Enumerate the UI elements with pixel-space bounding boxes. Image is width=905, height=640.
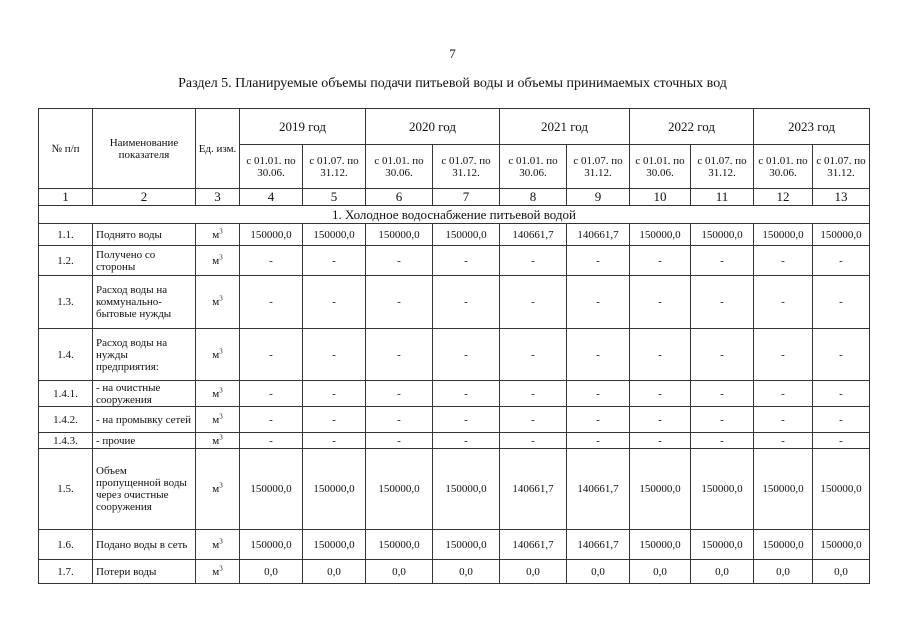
value-cell: - bbox=[813, 381, 870, 407]
value-cell: 150000,0 bbox=[303, 449, 366, 530]
value-cell: 150000,0 bbox=[813, 449, 870, 530]
column-number: 1 bbox=[39, 189, 93, 206]
value-cell: - bbox=[303, 433, 366, 449]
value-cell: - bbox=[567, 246, 630, 276]
value-cell: - bbox=[240, 407, 303, 433]
value-cell: 150000,0 bbox=[630, 449, 691, 530]
value-cell: - bbox=[754, 276, 813, 329]
header-year: 2022 год bbox=[630, 109, 754, 145]
row-number: 1.7. bbox=[39, 560, 93, 584]
header-period-second-half: с 01.07. по 31.12. bbox=[303, 145, 366, 189]
value-cell: - bbox=[754, 407, 813, 433]
value-cell: - bbox=[813, 407, 870, 433]
value-cell: - bbox=[366, 407, 433, 433]
header-row-years bbox=[39, 109, 870, 145]
column-number: 13 bbox=[813, 189, 870, 206]
value-cell: - bbox=[366, 381, 433, 407]
column-number: 8 bbox=[500, 189, 567, 206]
value-cell: 150000,0 bbox=[754, 224, 813, 246]
column-number: 5 bbox=[303, 189, 366, 206]
indicator-name: Расход воды на коммунально-бытовые нужды bbox=[93, 276, 196, 329]
unit-cell bbox=[196, 381, 240, 407]
header-unit: Ед. изм. bbox=[196, 109, 240, 189]
value-cell: - bbox=[303, 381, 366, 407]
unit-exponent: 3 bbox=[219, 252, 223, 261]
value-cell: 150000,0 bbox=[303, 530, 366, 560]
value-cell: 150000,0 bbox=[630, 224, 691, 246]
value-cell: 0,0 bbox=[240, 560, 303, 584]
value-cell: 150000,0 bbox=[366, 449, 433, 530]
value-cell: - bbox=[691, 329, 754, 381]
value-cell: 0,0 bbox=[303, 560, 366, 584]
unit-exponent: 3 bbox=[219, 385, 223, 394]
header-year: 2019 год bbox=[240, 109, 366, 145]
header-period-second-half: с 01.07. по 31.12. bbox=[691, 145, 754, 189]
value-cell: - bbox=[433, 246, 500, 276]
unit-base: м bbox=[212, 538, 220, 551]
row-number: 1.3. bbox=[39, 276, 93, 329]
value-cell: - bbox=[691, 433, 754, 449]
header-period-second-half: с 01.07. по 31.12. bbox=[567, 145, 630, 189]
unit-exponent: 3 bbox=[219, 563, 223, 572]
value-cell: 140661,7 bbox=[500, 449, 567, 530]
value-cell: - bbox=[500, 276, 567, 329]
unit-cell bbox=[196, 560, 240, 584]
value-cell: - bbox=[303, 276, 366, 329]
unit-exponent: 3 bbox=[219, 481, 223, 490]
value-cell: - bbox=[240, 276, 303, 329]
value-cell: - bbox=[366, 246, 433, 276]
row-number: 1.4.1. bbox=[39, 381, 93, 407]
water-volume-table bbox=[38, 108, 870, 584]
value-cell: 150000,0 bbox=[630, 530, 691, 560]
indicator-name: Поднято воды bbox=[93, 224, 196, 246]
unit-base: м bbox=[212, 348, 220, 361]
value-cell: - bbox=[813, 276, 870, 329]
value-cell: 150000,0 bbox=[240, 449, 303, 530]
value-cell: - bbox=[433, 433, 500, 449]
value-cell: - bbox=[754, 381, 813, 407]
value-cell: 0,0 bbox=[433, 560, 500, 584]
table-row bbox=[39, 381, 870, 407]
unit-exponent: 3 bbox=[219, 346, 223, 355]
unit-base: м bbox=[212, 434, 220, 447]
indicator-name: Получено со стороны bbox=[93, 246, 196, 276]
value-cell: - bbox=[567, 407, 630, 433]
header-name: Наименование показателя bbox=[93, 109, 196, 189]
header-period-first-half: с 01.01. по 30.06. bbox=[366, 145, 433, 189]
value-cell: 0,0 bbox=[630, 560, 691, 584]
column-number: 6 bbox=[366, 189, 433, 206]
unit-base: м bbox=[212, 483, 220, 495]
unit-cell bbox=[196, 246, 240, 276]
value-cell: - bbox=[567, 433, 630, 449]
row-number: 1.1. bbox=[39, 224, 93, 246]
unit-base: м bbox=[212, 387, 220, 400]
unit-base: м bbox=[212, 565, 220, 578]
value-cell: 0,0 bbox=[691, 560, 754, 584]
value-cell: - bbox=[240, 246, 303, 276]
indicator-name: - на очистные сооружения bbox=[93, 381, 196, 407]
table-row bbox=[39, 560, 870, 584]
value-cell: - bbox=[500, 329, 567, 381]
header-year: 2021 год bbox=[500, 109, 630, 145]
table-row bbox=[39, 530, 870, 560]
value-cell: 0,0 bbox=[754, 560, 813, 584]
value-cell: - bbox=[303, 329, 366, 381]
value-cell: - bbox=[813, 329, 870, 381]
column-number: 3 bbox=[196, 189, 240, 206]
value-cell: - bbox=[630, 407, 691, 433]
value-cell: 150000,0 bbox=[433, 224, 500, 246]
header-period-first-half: с 01.01. по 30.06. bbox=[500, 145, 567, 189]
page-number: 7 bbox=[449, 46, 456, 61]
value-cell: - bbox=[691, 276, 754, 329]
value-cell: 150000,0 bbox=[813, 224, 870, 246]
value-cell: 0,0 bbox=[366, 560, 433, 584]
value-cell: 150000,0 bbox=[240, 224, 303, 246]
header-period-first-half: с 01.01. по 30.06. bbox=[630, 145, 691, 189]
unit-exponent: 3 bbox=[219, 411, 223, 420]
row-number: 1.5. bbox=[39, 449, 93, 530]
column-number: 10 bbox=[630, 189, 691, 206]
indicator-name: - прочие bbox=[93, 433, 196, 449]
value-cell: - bbox=[500, 381, 567, 407]
value-cell: - bbox=[567, 329, 630, 381]
value-cell: - bbox=[691, 407, 754, 433]
unit-base: м bbox=[212, 413, 220, 426]
value-cell: - bbox=[754, 246, 813, 276]
value-cell: - bbox=[567, 276, 630, 329]
table-row bbox=[39, 329, 870, 381]
unit-base: м bbox=[212, 254, 220, 267]
section-heading: 1. Холодное водоснабжение питьевой водой bbox=[39, 206, 870, 224]
value-cell: - bbox=[433, 407, 500, 433]
value-cell: 0,0 bbox=[813, 560, 870, 584]
row-number: 1.4.2. bbox=[39, 407, 93, 433]
table-row bbox=[39, 224, 870, 246]
header-num: № п/п bbox=[39, 109, 93, 189]
value-cell: 150000,0 bbox=[754, 449, 813, 530]
unit-base: м bbox=[212, 228, 220, 241]
value-cell: - bbox=[691, 381, 754, 407]
table-row bbox=[39, 433, 870, 449]
value-cell: - bbox=[366, 329, 433, 381]
row-number: 1.4. bbox=[39, 329, 93, 381]
value-cell: - bbox=[240, 433, 303, 449]
value-cell: - bbox=[630, 276, 691, 329]
value-cell: 0,0 bbox=[567, 560, 630, 584]
value-cell: - bbox=[630, 433, 691, 449]
unit-cell bbox=[196, 276, 240, 329]
row-number: 1.6. bbox=[39, 530, 93, 560]
unit-exponent: 3 bbox=[219, 536, 223, 545]
value-cell: 140661,7 bbox=[500, 530, 567, 560]
value-cell: 150000,0 bbox=[691, 530, 754, 560]
value-cell: 150000,0 bbox=[433, 449, 500, 530]
value-cell: - bbox=[366, 433, 433, 449]
value-cell: 150000,0 bbox=[366, 224, 433, 246]
unit-cell bbox=[196, 329, 240, 381]
header-period-first-half: с 01.01. по 30.06. bbox=[240, 145, 303, 189]
value-cell: - bbox=[754, 329, 813, 381]
value-cell: - bbox=[754, 433, 813, 449]
unit-exponent: 3 bbox=[219, 294, 223, 303]
value-cell: - bbox=[500, 433, 567, 449]
indicator-name: Потери воды bbox=[93, 560, 196, 584]
unit-exponent: 3 bbox=[219, 226, 223, 235]
unit-cell bbox=[196, 224, 240, 246]
value-cell: - bbox=[630, 329, 691, 381]
unit-cell bbox=[196, 449, 240, 530]
indicator-name: Расход воды на нужды предприятия: bbox=[93, 329, 196, 381]
value-cell: 150000,0 bbox=[240, 530, 303, 560]
header-year: 2023 год bbox=[754, 109, 870, 145]
value-cell: - bbox=[240, 381, 303, 407]
value-cell: - bbox=[303, 407, 366, 433]
column-number: 9 bbox=[567, 189, 630, 206]
header-period-second-half: с 01.07. по 31.12. bbox=[433, 145, 500, 189]
indicator-name: Объем пропущенной воды через очистные сооружения bbox=[93, 449, 196, 530]
value-cell: 150000,0 bbox=[691, 224, 754, 246]
value-cell: 150000,0 bbox=[754, 530, 813, 560]
section-row bbox=[39, 206, 870, 224]
column-number: 12 bbox=[754, 189, 813, 206]
indicator-name: - на промывку сетей bbox=[93, 407, 196, 433]
value-cell: - bbox=[240, 329, 303, 381]
value-cell: - bbox=[433, 329, 500, 381]
value-cell: 150000,0 bbox=[691, 449, 754, 530]
header-period-first-half: с 01.01. по 30.06. bbox=[754, 145, 813, 189]
row-number: 1.2. bbox=[39, 246, 93, 276]
value-cell: 140661,7 bbox=[567, 530, 630, 560]
unit-cell bbox=[196, 530, 240, 560]
column-number: 4 bbox=[240, 189, 303, 206]
unit-base: м bbox=[212, 296, 220, 308]
value-cell: 150000,0 bbox=[303, 224, 366, 246]
value-cell: - bbox=[813, 246, 870, 276]
value-cell: 140661,7 bbox=[500, 224, 567, 246]
value-cell: 150000,0 bbox=[813, 530, 870, 560]
value-cell: - bbox=[630, 246, 691, 276]
value-cell: - bbox=[303, 246, 366, 276]
table-row bbox=[39, 407, 870, 433]
value-cell: - bbox=[813, 433, 870, 449]
value-cell: - bbox=[691, 246, 754, 276]
header-year: 2020 год bbox=[366, 109, 500, 145]
table-row bbox=[39, 276, 870, 329]
value-cell: - bbox=[500, 407, 567, 433]
value-cell: - bbox=[433, 276, 500, 329]
table-row bbox=[39, 449, 870, 530]
value-cell: - bbox=[567, 381, 630, 407]
header-row-column-numbers bbox=[39, 189, 870, 206]
value-cell: - bbox=[366, 276, 433, 329]
section-title-heading: Раздел 5. Планируемые объемы подачи питьевой воды и объемы принимаемых сточных вод bbox=[178, 76, 727, 91]
column-number: 7 bbox=[433, 189, 500, 206]
indicator-name: Подано воды в сеть bbox=[93, 530, 196, 560]
unit-exponent: 3 bbox=[219, 432, 223, 441]
unit-cell bbox=[196, 433, 240, 449]
value-cell: 140661,7 bbox=[567, 449, 630, 530]
value-cell: 0,0 bbox=[500, 560, 567, 584]
value-cell: 140661,7 bbox=[567, 224, 630, 246]
column-number: 2 bbox=[93, 189, 196, 206]
unit-cell bbox=[196, 407, 240, 433]
table-row bbox=[39, 246, 870, 276]
value-cell: - bbox=[630, 381, 691, 407]
row-number: 1.4.3. bbox=[39, 433, 93, 449]
column-number: 11 bbox=[691, 189, 754, 206]
value-cell: - bbox=[433, 381, 500, 407]
value-cell: 150000,0 bbox=[433, 530, 500, 560]
header-period-second-half: с 01.07. по 31.12. bbox=[813, 145, 870, 189]
value-cell: 150000,0 bbox=[366, 530, 433, 560]
value-cell: - bbox=[500, 246, 567, 276]
